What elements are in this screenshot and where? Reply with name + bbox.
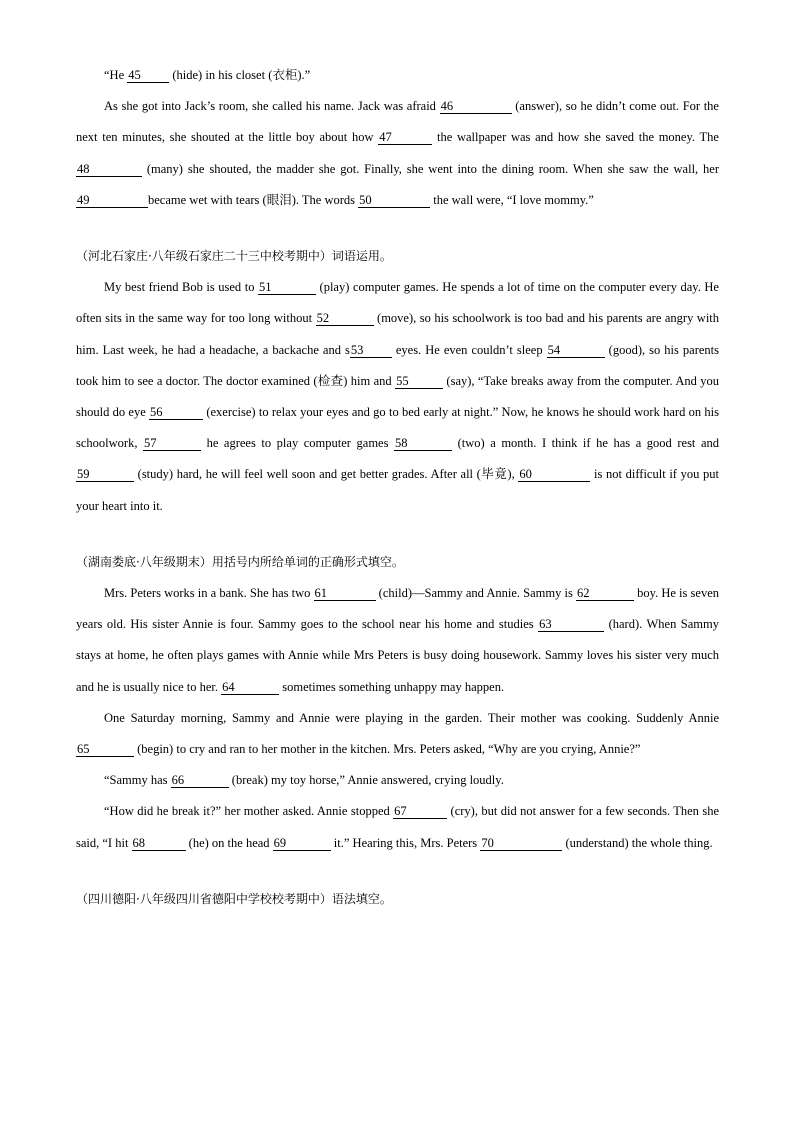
text-run: (child)—Sammy and Annie. Sammy is [375, 586, 576, 601]
text-run: (exercise) to relax your eyes and go to bed early at night.” Now, he knows he should work hard on his schoolwork, [76, 405, 720, 451]
text-run: “How did he break it?” her mother asked. Annie stopped [104, 804, 394, 819]
text-run: (understand) the whole thing. [562, 835, 713, 850]
text-run: he agrees to play computer games [201, 436, 395, 451]
text-run: sometimes something unhappy may happen. [279, 679, 505, 694]
blank-64[interactable]: 64 [221, 680, 279, 695]
text-run: the wallpaper was and how she saved the money. The [432, 130, 719, 145]
text-run: One Saturday morning, Sammy and Annie were playing in the garden. Their mother was cooking. Suddenly Annie [104, 710, 719, 725]
section-gap [76, 216, 719, 241]
blank-61[interactable]: 61 [314, 586, 376, 601]
blank-70[interactable]: 70 [480, 836, 562, 851]
blank-58[interactable]: 58 [394, 436, 452, 451]
text-run: (say), “Take breaks away from the computer. And you should do eye [76, 373, 719, 420]
paragraph-51-60 [76, 272, 719, 522]
blank-48[interactable]: 48 [76, 162, 142, 177]
text-run: (hard). When Sammy stays at home, he often plays games with Annie while Mrs Peters is busy doing housework. Sammy loves his sister very much and he is usually nice to her. [76, 617, 719, 694]
text-run: (play) computer games. He spends a lot of time on the computer every day. He often sits in the same way for too long without [76, 280, 719, 326]
blank-49[interactable]: 49 [76, 193, 148, 208]
paragraph-61-64 [76, 578, 719, 703]
text-run: (study) hard, he will feel well soon and get better grades. After all (毕竟), [134, 467, 519, 482]
text-run: eyes. He even couldn’t sleep [391, 342, 547, 357]
section-heading-sichuan: （四川德阳·八年级四川省德阳中学校校考期中）语法填空。 [76, 891, 392, 906]
paragraph-66 [76, 765, 719, 796]
text-run: (answer), so he didn’t come out. For the next ten minutes, she shouted at the little boy about how [76, 99, 719, 145]
text-run: (break) my toy horse,” Annie answered, crying loudly. [228, 773, 504, 788]
document-page [76, 60, 719, 915]
blank-65[interactable]: 65 [76, 742, 134, 757]
blank-55[interactable]: 55 [395, 374, 443, 389]
blank-54[interactable]: 54 [547, 343, 605, 358]
blank-50[interactable]: 50 [358, 193, 430, 208]
blank-63[interactable]: 63 [538, 617, 604, 632]
text-run: boy. He is seven years old. His sister Annie is four. Sammy goes to the school near his home and studies [76, 586, 719, 632]
blank-56[interactable]: 56 [149, 405, 203, 420]
blank-57[interactable]: 57 [143, 436, 201, 451]
text-run: Mrs. Peters works in a bank. She has two [104, 586, 314, 601]
blank-60[interactable]: 60 [518, 467, 590, 482]
blank-59[interactable]: 59 [76, 467, 134, 482]
text-run: (two) a month. I think if he has a good rest and [452, 436, 720, 451]
blank-45[interactable]: 45 [127, 68, 169, 83]
blank-67[interactable]: 67 [393, 804, 447, 819]
text-run: is not difficult if you put your heart into it. [76, 467, 719, 513]
text-run: As she got into Jack’s room, she called his name. Jack was afraid [104, 99, 440, 114]
text-run: (move), so his schoolwork is too bad and his parents are angry with him. Last week, he had a headache, a backache and s [76, 311, 720, 357]
text-run: My best friend Bob is used to [104, 280, 258, 295]
section-heading-hebei: （河北石家庄·八年级石家庄二十三中校考期中）词语运用。 [76, 249, 392, 264]
paragraph-65 [76, 703, 719, 765]
blank-51[interactable]: 51 [258, 280, 316, 295]
blank-69[interactable]: 69 [273, 836, 331, 851]
paragraph-67-70 [76, 796, 719, 858]
blank-46[interactable]: 46 [440, 99, 512, 114]
blank-68[interactable]: 68 [132, 836, 186, 851]
text-run: (good), so his parents took him to see a doctor. The doctor examined (检查) him and [76, 342, 720, 388]
text-run: (cry), but did not answer for a few seconds. Then she said, “I hit [76, 804, 719, 850]
paragraph-45 [76, 60, 719, 91]
text-run: “He [104, 68, 128, 82]
text-run: it.” Hearing this, Mrs. Peters [330, 835, 481, 850]
text-run: (he) on the head [185, 835, 273, 850]
blank-62[interactable]: 62 [576, 586, 634, 601]
section-heading-hunan: （湖南娄底·八年级期末）用括号内所给单词的正确形式填空。 [76, 554, 404, 569]
blank-53[interactable]: 53 [350, 343, 392, 358]
blank-47[interactable]: 47 [378, 130, 432, 145]
blank-52[interactable]: 52 [316, 311, 374, 326]
text-run: (hide) in his closet (衣柜).” [169, 68, 311, 82]
text-run: (many) she shouted, the madder she got. Finally, she went into the dining room. When she saw the wall, her [142, 161, 719, 176]
text-run: became wet with tears (眼泪). The words [148, 192, 359, 207]
text-run: the wall were, “I love mommy.” [430, 192, 594, 207]
blank-66[interactable]: 66 [171, 773, 229, 788]
paragraph-46-50 [76, 91, 719, 216]
text-run: (begin) to cry and ran to her mother in the kitchen. Mrs. Peters asked, “Why are you crying, Annie?” [134, 742, 641, 757]
section-gap [76, 522, 719, 547]
text-run: “Sammy has [104, 773, 171, 788]
section-gap [76, 859, 719, 884]
